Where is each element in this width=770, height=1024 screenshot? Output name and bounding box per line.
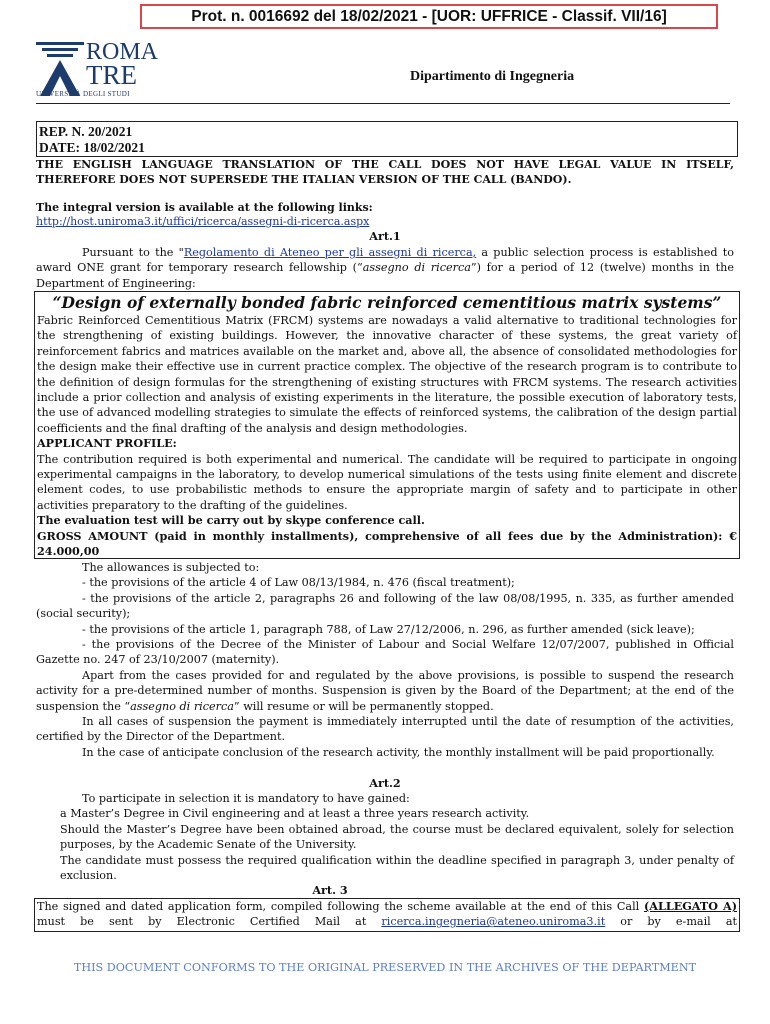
allegato-a: (ALLEGATO A) <box>644 899 737 913</box>
applicant-profile-heading: APPLICANT PROFILE: <box>37 436 177 451</box>
allowance-item: - the provisions of the article 1, paragraph 788, of Law 27/12/2006, n. 296, as further amended (sick leave); <box>82 622 695 636</box>
anticipate-paragraph: In the case of anticipate conclusion of the research activity, the monthly installment will be paid proportionally. <box>82 745 715 759</box>
allowances-intro: The allowances is subjected to: <box>82 561 260 574</box>
allowance-item: - the provisions of the article 4 of Law 08/13/1984, n. 476 (fiscal treatment); <box>82 576 515 590</box>
evaluation-note: The evaluation test will be carry out by skype conference call. <box>37 513 425 528</box>
art1-intro <box>36 245 734 291</box>
disclaimer: THE ENGLISH LANGUAGE TRANSLATION OF THE CALL DOES NOT HAVE LEGAL VALUE IN ITSELF, THEREFORE DOES NOT SUPERSEDE THE ITALIAN VERSION OF THE CALL (BANDO). <box>36 158 734 186</box>
art2-heading: Art.2 <box>369 776 401 790</box>
rep-number: REP. N. 20/2021 <box>39 124 133 139</box>
art3-text <box>35 899 739 930</box>
suspension-italic: assegno di ricerca <box>130 699 234 713</box>
art3-text-mid: must be sent by Electronic Certified Mail at <box>37 915 382 929</box>
integral-version-label: The integral version is available at the following links: <box>36 201 373 214</box>
art1-intro-italic: assegno di ricerca <box>362 261 471 275</box>
rep-date: DATE: 18/02/2021 <box>39 140 145 155</box>
suspension-before: Apart from the cases provided for and regulated by the above provisions, is possible to suspend the research activity for a pre-determined number of months. Suspension is given by the Board of the Department; at the end of the suspension the “ <box>36 668 734 713</box>
header-divider <box>36 103 730 104</box>
art2-intro: To participate in selection it is mandatory to have gained: <box>82 792 410 805</box>
protocol-stamp: Prot. n. 0016692 del 18/02/2021 - [UOR: UFFRICE - Classif. VII/16] <box>140 4 718 29</box>
project-box <box>34 291 740 559</box>
requirement-item: Should the Master’s Degree have been obtained abroad, the course must be declared equivalent, solely for selection purposes, by the Academic Senate of the University. <box>60 822 734 852</box>
university-logo <box>36 39 159 100</box>
requirement-item: a Master’s Degree in Civil engineering and at least a three years research activity. <box>60 807 530 821</box>
allowances-section <box>36 560 734 760</box>
integral-version-link[interactable]: http://host.uniroma3.it/uffici/ricerca/assegni-di-ricerca.aspx <box>36 215 370 228</box>
suspension-after: ” will resume or will be permanently stopped. <box>233 699 494 713</box>
art3-text-before: The signed and dated application form, compiled following the scheme available at the end of this Call <box>37 900 645 913</box>
allowance-item: - the provisions of the Decree of the Minister of Labour and Social Welfare 12/07/2007, published in Official Gazette no. 247 of 23/10/2007 (maternity). <box>36 638 734 667</box>
pec-email-link[interactable]: ricerca.ingegneria@ateneo.uniroma3.it <box>381 915 606 929</box>
logo-tre: TRE <box>86 60 137 90</box>
logo-subtitle: UNIVERSITÀ DEGLI STUDI <box>36 90 130 98</box>
art1-intro-mid: a public selection process is established to award ONE grant for temporary research fellowship (“ <box>36 246 735 275</box>
roma-tre-emblem-icon <box>36 40 86 96</box>
regolamento-link[interactable]: Regolamento di Ateneo per gli assegni di ricerca, <box>183 246 477 259</box>
art3-text-after: or by e-mail at <box>605 915 737 929</box>
applicant-profile-text: The contribution required is both experimental and numerical. The candidate will be required to participate in ongoing experimental campaigns in the laboratory, to develop numerical simulations of the tests using finite element and discrete element codes, to use probabilistic methods to ensure the appropriate margin of safety and to participate in other activities preparatory to the drafting of the guidelines. <box>37 452 737 512</box>
interruption-paragraph: In all cases of suspension the payment is immediately interrupted until the date of resumption of the activities, certified by the Director of the Department. <box>36 715 734 744</box>
art3-box <box>34 898 740 932</box>
art2-body <box>60 791 734 883</box>
allowance-item: - the provisions of the article 2, paragraphs 26 and following of the law 08/08/1995, n. 335, as further amended (social security); <box>36 591 734 621</box>
rep-box <box>36 121 738 157</box>
art1-intro-after: ”) for a period of 12 (twelve) months in the Department of Engineering: <box>36 261 734 290</box>
gross-amount: GROSS AMOUNT (paid in monthly installments), comprehensive of all fees due by the Administration): € 24.000,00 <box>37 528 737 559</box>
project-description: Fabric Reinforced Cementitious Matrix (FRCM) systems are nowadays a valid alternative to traditional technologies for the strengthening of existing buildings. However, the innovative character of these systems, the great variety of reinforcement fabrics and matrices available on the market and, above all, the absence of consolidated methodologies for the design make their effective use in current practice complex. The objective of the research program is to contribute to the definition of design formulas for the strengthening of existing structures with FRCM systems. The research activities include a prior collection and analysis of existing experiments in the literature, the possible execution of laboratory tests, the use of advanced modelling strategies to simulate the effects of reinforced systems, the calibration of the design partial coefficients and the final drafting of the analysis and design methodologies. <box>37 314 737 435</box>
art1-intro-before: Pursuant to the " <box>82 246 184 259</box>
art3-heading: Art. 3 <box>312 883 348 897</box>
requirement-item: The candidate must possess the required qualification within the deadline specified in paragraph 3, under penalty of exclusion. <box>60 853 734 883</box>
suspension-paragraph <box>36 668 734 714</box>
department-name: Dipartimento di Ingegneria <box>410 69 575 84</box>
footer-note: THIS DOCUMENT CONFORMS TO THE ORIGINAL PRESERVED IN THE ARCHIVES OF THE DEPARTMENT <box>73 961 697 974</box>
art1-heading: Art.1 <box>369 229 401 243</box>
project-title: “Design of externally bonded fabric reinforced cementitious matrix systems” <box>52 293 722 312</box>
logo-roma: ROMA <box>86 39 159 65</box>
